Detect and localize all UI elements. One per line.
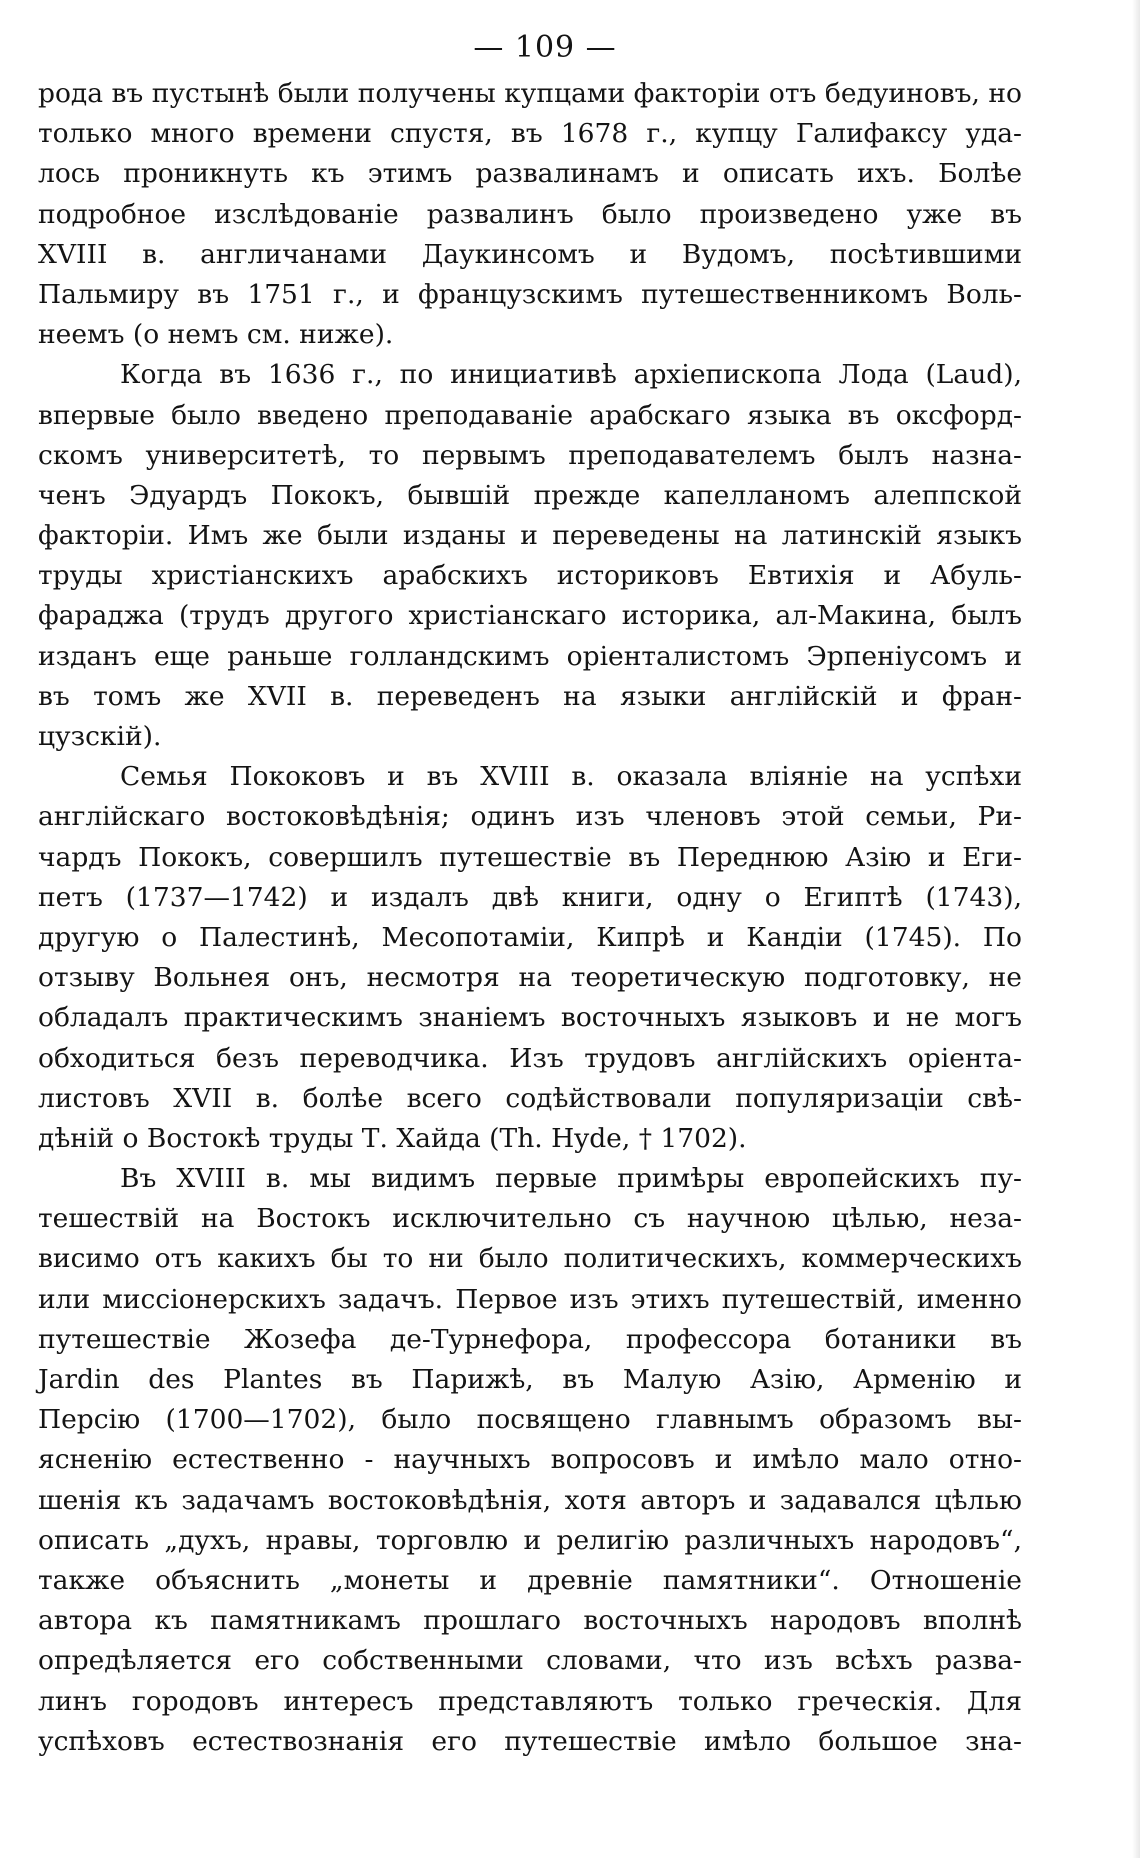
text-line: подробное изслѣдованіе развалинъ было произведено уже въ	[38, 198, 1022, 230]
text-line: дѣній о Востокѣ труды Т. Хайда (Th. Hyde, † 1702).	[38, 1122, 747, 1154]
text-line: отзыву Вольнея онъ, несмотря на теоретическую подготовку, не	[38, 962, 1022, 994]
text-line: въ томъ же XVII в. переведенъ на языки англійскій и фран-	[38, 680, 1022, 712]
text-line: автора къ памятникамъ прошлаго восточныхъ народовъ вполнѣ	[38, 1605, 1022, 1637]
text-line: только много времени спустя, въ 1678 г., купцу Галифаксу уда-	[38, 118, 1022, 150]
text-line: обладалъ практическимъ знаніемъ восточныхъ языковъ и не могъ	[38, 1002, 1022, 1034]
text-line: англійскаго востоковѣдѣнія; одинъ изъ членовъ этой семьи, Ри-	[38, 801, 1022, 833]
text-line: другую о Палестинѣ, Месопотаміи, Кипрѣ и Кандіи (1745). По	[38, 921, 1022, 953]
page-number: — 109 —	[473, 30, 617, 65]
text-line: XVIII в. англичанами Даукинсомъ и Вудомъ, посѣтившими	[38, 238, 1022, 270]
text-line: обходиться безъ переводчика. Изъ трудовъ англійскихъ оріента-	[38, 1042, 1022, 1074]
text-line: путешествіе Жозефа де-Турнефора, профессора ботаники въ	[38, 1323, 1022, 1355]
text-line: изданъ еще раньше голландскимъ оріенталистомъ Эрпеніусомъ и	[38, 640, 1022, 672]
text-line: успѣховъ естествознанія его путешествіе имѣло большое зна-	[38, 1725, 1022, 1757]
text-line: или миссіонерскихъ задачъ. Первое изъ этихъ путешествій, именно	[38, 1283, 1022, 1315]
paragraph-4	[38, 1159, 1022, 1762]
text-line: опредѣляется его собственными словами, что изъ всѣхъ разва-	[38, 1645, 1022, 1677]
text-line: Въ XVIII в. мы видимъ первые примѣры европейскихъ пу-	[120, 1163, 1022, 1195]
text-line: рода въ пустынѣ были получены купцами факторіи отъ бедуиновъ, но	[38, 78, 1022, 109]
text-line: Семья Пококовъ и въ XVIII в. оказала вліяніе на успѣхи	[120, 761, 1022, 793]
text-line: чардъ Пококъ, совершилъ путешествіе въ Переднюю Азію и Еги-	[38, 841, 1022, 873]
text-line: Когда въ 1636 г., по инициативѣ архіепископа Лода (Laud),	[120, 359, 1022, 391]
text-line: листовъ XVII в. болѣе всего содѣйствовали популяризаціи свѣ-	[38, 1082, 1022, 1114]
text-line: петъ (1737—1742) и издалъ двѣ книги, одну о Египтѣ (1743),	[38, 881, 1022, 913]
text-line: цузскій).	[38, 721, 162, 752]
paragraph-1	[38, 74, 1022, 355]
scan-edge-shadow	[1132, 0, 1140, 1858]
text-line: висимо отъ какихъ бы то ни было политическихъ, коммерческихъ	[38, 1243, 1022, 1275]
paragraph-3	[38, 757, 1022, 1159]
text-line: неемъ (о немъ см. ниже).	[38, 319, 394, 351]
text-line: лось проникнуть къ этимъ развалинамъ и описать ихъ. Болѣе	[38, 158, 1022, 190]
text-line: фараджа (трудъ другого христіанскаго историка, ал-Макина, былъ	[38, 600, 1022, 632]
text-line: линъ городовъ интересъ представляютъ только греческія. Для	[38, 1685, 1022, 1717]
text-line: Персію (1700—1702), было посвящено главнымъ образомъ вы-	[38, 1404, 1022, 1436]
text-line: ченъ Эдуардъ Пококъ, бывшій прежде капелланомъ алеппской	[38, 479, 1022, 511]
text-line: впервые было введено преподаваніе арабскаго языка въ оксфорд-	[38, 399, 1022, 431]
text-line: шенія къ задачамъ востоковѣдѣнія, хотя авторъ и задавался цѣлью	[38, 1484, 1022, 1516]
body-text	[38, 74, 1022, 1762]
text-line: Jardin des Plantes въ Парижѣ, въ Малую Азію, Арменію и	[38, 1364, 1022, 1395]
text-line: Пальмиру въ 1751 г., и французскимъ путешественникомъ Воль-	[38, 278, 1022, 310]
text-line: также объяснить „монеты и древніе памятники“. Отношеніе	[38, 1564, 1022, 1596]
paragraph-2	[38, 355, 1022, 757]
book-page	[38, 28, 1022, 1762]
text-line: факторіи. Имъ же были изданы и переведены на латинскій языкъ	[38, 520, 1022, 552]
text-line: ясненію естественно - научныхъ вопросовъ и имѣло мало отно-	[38, 1444, 1022, 1476]
text-line: скомъ университетѣ, то первымъ преподавателемъ былъ назна-	[38, 439, 1022, 471]
text-line: тешествій на Востокъ исключительно съ научною цѣлью, неза-	[38, 1203, 1022, 1235]
text-line: труды христіанскихъ арабскихъ историковъ Евтихія и Абуль-	[38, 560, 1022, 592]
text-line: описать „духъ, нравы, торговлю и религію различныхъ народовъ“,	[38, 1524, 1022, 1556]
